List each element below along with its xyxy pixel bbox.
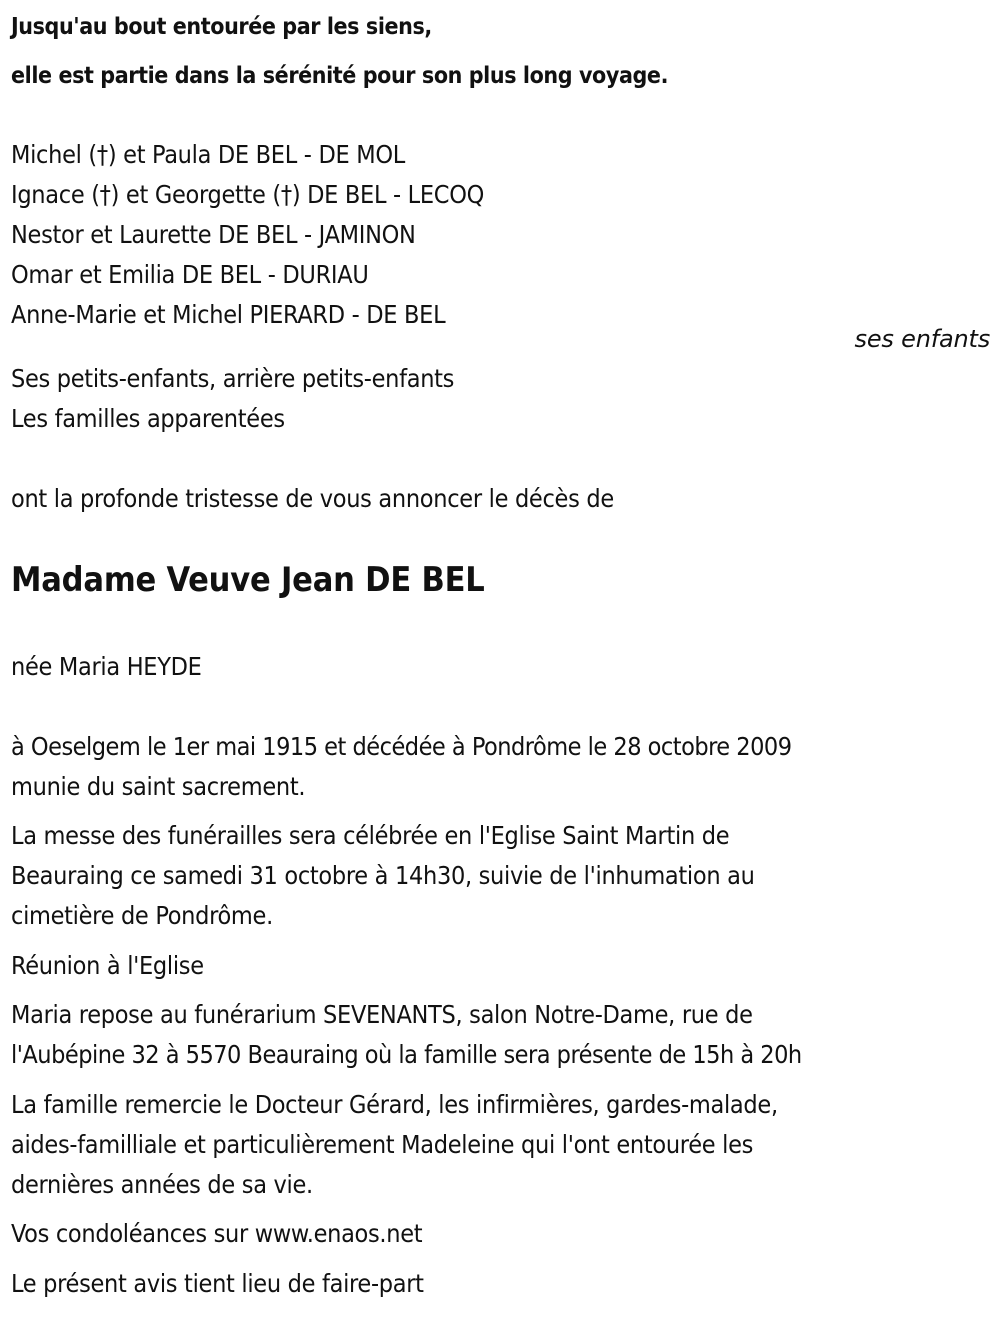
child-line-4: Omar et Emilia DE BEL - DURIAU (11, 260, 369, 289)
birth-death-line-2: munie du saint sacrement. (11, 772, 306, 801)
child-line-3: Nestor et Laurette DE BEL - JAMINON (11, 220, 416, 249)
children-label: ses enfants (854, 325, 990, 353)
deceased-name: Madame Veuve Jean DE BEL (11, 560, 485, 600)
funeral-line-2: Beauraing ce samedi 31 octobre à 14h30, suivie de l'inhumation au (11, 861, 755, 890)
funeral-line-1: La messe des funérailles sera célébrée en l'Eglise Saint Martin de (11, 821, 730, 850)
condolences-line: Vos condoléances sur www.enaos.net (11, 1219, 423, 1248)
born-name: née Maria HEYDE (11, 652, 202, 681)
intro-line-1: Jusqu'au bout entourée par les siens, (11, 14, 432, 40)
meeting-line: Réunion à l'Eglise (11, 951, 204, 980)
funeral-line-3: cimetière de Pondrôme. (11, 901, 273, 930)
relatives-line: Les familles apparentées (11, 404, 285, 433)
grandchildren-line: Ses petits-enfants, arrière petits-enfants (11, 364, 455, 393)
thanks-line-1: La famille remercie le Docteur Gérard, les infirmières, gardes-malade, (11, 1090, 778, 1119)
child-line-2: Ignace (†) et Georgette (†) DE BEL - LECOQ (11, 180, 485, 209)
birth-death-line-1: à Oeselgem le 1er mai 1915 et décédée à Pondrôme le 28 octobre 2009 (11, 732, 792, 761)
notice-line: Le présent avis tient lieu de faire-part (11, 1269, 424, 1298)
announcement-line: ont la profonde tristesse de vous annoncer le décès de (11, 484, 614, 513)
intro-line-2: elle est partie dans la sérénité pour son plus long voyage. (11, 63, 669, 89)
rest-line-1: Maria repose au funérarium SEVENANTS, salon Notre-Dame, rue de (11, 1000, 753, 1029)
child-line-1: Michel (†) et Paula DE BEL - DE MOL (11, 140, 405, 169)
rest-line-2: l'Aubépine 32 à 5570 Beauraing où la famille sera présente de 15h à 20h (11, 1040, 802, 1069)
thanks-line-2: aides-familliale et particulièrement Madeleine qui l'ont entourée les (11, 1130, 754, 1159)
thanks-line-3: dernières années de sa vie. (11, 1170, 313, 1199)
child-line-5: Anne-Marie et Michel PIERARD - DE BEL (11, 300, 446, 329)
